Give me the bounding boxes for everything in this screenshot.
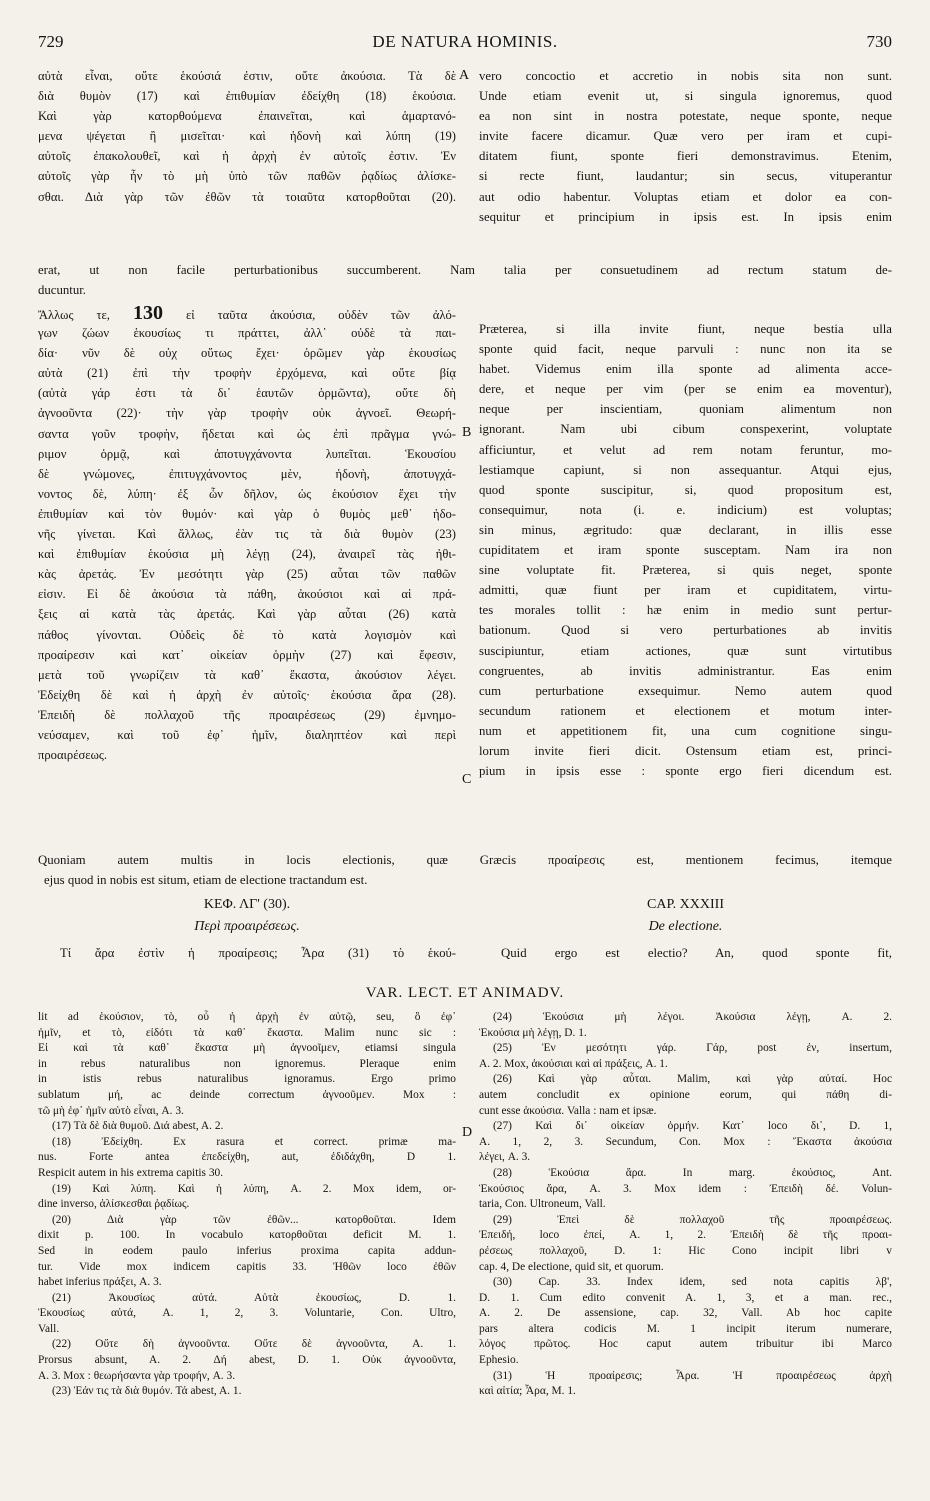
text-line: ξεις αἱ κατὰ τὰς ἀρετάς. Καὶ γὰρ αὗται (26) κατὰ [38,607,456,622]
text-line: habet. Videmus enim illa sponte ad alimenta acce- [479,362,892,377]
note-line: (29) Ἐπεὶ δὲ πολλαχοῦ τῆς προαιρέσεως. [493,1213,892,1226]
text-line: σθαι. Διὰ γὰρ τῶν ἐθῶν τὰ τοιαῦτα κατορθοῦται (20). [38,189,456,204]
column-number: 130 [132,303,163,324]
text-line: sine voluptate fit. Præterea, si quis neget, sponte [479,563,892,578]
text-line: αὐτοῖς ἐπακολουθεῖ, καὶ ἡ ἀρχὴ ἐν αὐτοῖς ἐστιν. Ἐν [38,149,456,164]
text-line: vero concoctio et accretio in nobis sita non sunt. [479,69,892,83]
note-line: A. 2. Mox, ἀκούσιαι καὶ αἱ πράξεις, A. 1. [479,1057,668,1070]
text-line: consequimur, nota (i. e. indicium) est voluptas; [479,502,892,517]
chapter-heading-latin [479,894,892,938]
text-line-start: Ἄλλως τε, [38,308,110,322]
note-line: Ἑκούσια μὴ λέγῃ, D. 1. [479,1026,587,1039]
note-line: sublatum μή, ac deinde correctum ἀγνοοῦμεν. Mox : [38,1088,456,1101]
note-line: A. 3. Mox : θεωρήσαντα γὰρ τροφήν, A. 3. [38,1369,236,1382]
text-line: πάθος γίνονται. Οὐδεὶς δὲ τὸ κατὰ λογισμὸν καὶ [38,627,456,642]
chapter-opening-latin [479,943,892,963]
text-line: ignorant. Nam ubi cibum conspexerint, voluptate [479,422,892,437]
text-line: αὐτοῖς γὰρ ἦν τὸ μὴ ὑπὸ τῶν παθῶν ῥᾳδίως ἁλίσκε- [38,169,456,184]
note-line: Sed in eodem paulo inferius proxima capita addun- [38,1244,456,1257]
note-line: (22) Οὔτε δὴ ἀγνοοῦντα. Οὔτε δὲ ἀγνοοῦντα, A. 1. [52,1338,456,1351]
text-line: αὐτὰ (21) ἐπὶ τὴν τροφὴν ἐρχόμενα, καὶ οὔτε βίᾳ [38,366,456,381]
note-line: dine inverso, ἁλίσκεσθαι ῥᾳδίως. [38,1198,190,1211]
text-line: ducuntur. [38,283,86,298]
note-line: autem concludit ex opinione eorum, qui πάθη di- [479,1088,892,1101]
note-line: (28) Ἑκούσια ἄρα. In marg. ἑκούσιος, Ant. [493,1166,892,1179]
note-line: (26) Καὶ γὰρ αὗται. Malim, καὶ γὰρ αὐταί. Hoc [493,1073,892,1086]
text-line: νοντος δὲ, λύπη· ἐξ ὧν δῆλον, ὡς ἑκούσιον ἔχει τὴν [38,486,456,501]
text-line: lorum invite fieri dicit. Ostensum etiam est, princi- [479,743,892,758]
note-line: (24) Ἑκούσια μὴ λέγοι. Ἀκούσια λέγῃ, A. 2. [493,1011,892,1023]
text-line: ejus quod in nobis est situm, etiam de electione tractandum est. [44,873,368,888]
margin-letter-c: C [462,772,472,787]
note-line: Vall. [38,1322,60,1335]
text-line: sin minus, ægritudo: quæ declarant, in illis esse [479,522,892,537]
text-line: pium in ipsis esse : sponte ergo fieri dicendum est. [479,764,892,779]
text-line: sponte quid facit, neque parvuli : nunc non ita se [479,342,892,357]
note-line: (25) Ἐν μεσότητι γάρ. Γάρ, post ἐν, insertum, [493,1042,892,1055]
text-line: erat, ut non facile perturbationibus succumberent. Nam talia per consuetudinem ad rectum statum de- [38,263,892,277]
note-line: (18) Ἐδείχθη. Ex rasura et correct. primæ ma- [52,1135,456,1148]
page-number-left: 729 [38,32,64,51]
text-line: Ἐπειδὴ δὲ πολλαχοῦ τῆς προαιρέσεως (29) ἐμνημο- [38,707,456,722]
note-line: ἡμῖν, et τὸ, εἰδότι τὰ καθ᾽ ἕκαστα. Malim nunc sic : [38,1026,456,1039]
running-header [38,32,892,58]
notes-column-left [38,1010,456,1400]
text-line: lestiamque capiunt, si non assequantur. Atqui ejus, [479,462,892,477]
text-line: κὰς ἀρετάς. Ἐν μεσότητι γὰρ (25) αὗται τῶν παθῶν [38,567,456,582]
note-line: pars altera codicis M. 1 incipit iterum numerare, [479,1322,892,1335]
note-line: Ephesio. [479,1354,519,1367]
text-line: dere, et neque per vim (per se enim ea moventur), [479,382,892,397]
text-line: secundum rationem et electionem et motum inter- [479,703,892,718]
chapter-heading-greek [38,894,456,938]
text-line: sequitur et principium in ipsis est. In ipsis enim [479,209,892,224]
greek-column-middle [38,303,456,785]
text-line: cupiditatem et iram sponte susceptam. Nam ira non [479,543,892,558]
text-line: Καὶ γὰρ κατορθούμενα ἐπαινεῖται, καὶ ἁμαρτανό- [38,109,456,124]
chapter-title-greek: ΚΕΦ. ΛΓ' (30). [203,897,291,912]
latin-column-top [479,66,892,227]
text-line: Τί ἄρα ἐστὶν ἡ προαίρεσις; Ἆρα (31) τὸ ἑκού- [60,946,456,960]
variant-readings-heading: VAR. LECT. ET ANIMADV. [365,985,565,1001]
note-line: (27) Καὶ δι᾽ οἰκείαν ὁρμήν. Κατ᾽ loco δι᾽, D. 1, [493,1120,892,1133]
note-line: in rebus naturalibus non ignoremus. Pleraque enim [38,1057,456,1070]
note-line: in istis rebus naturalibus ignoramus. Ergo primo [38,1073,456,1086]
latin-column-middle [479,319,892,781]
text-line: tes morales tollit : hæ enim in medio sunt pertur- [479,603,892,618]
text-line: προαίρεσιν καὶ κατ᾽ οἰκείαν ὁρμὴν (27) καὶ ἔφεσιν, [38,647,456,662]
note-line: lit ad ἑκούσιον, τὸ, οὗ ἡ ἀρχὴ ἐν αὐτῷ, seu, ὃ ἐφ᾽ [38,1011,456,1023]
text-line: νεύσαμεν, καὶ τοῦ ἐφ᾽ ἡμῖν, διαληπτέον καὶ περὶ [38,727,456,742]
note-line: τῶ μὴ ἐφ᾽ ἡμῖν αὐτὸ εἶναι, A. 3. [38,1104,184,1117]
text-line: afficiuntur, et velut ad rem notam feruntur, mo- [479,442,892,457]
text-line: εἰσιν. Εἰ δὲ ἀκούσια τὰ πάθη, ἀκούσιοι καὶ αἱ πρά- [38,587,456,602]
text-line: suscipiuntur, etiam actiones, quæ sunt virtutibus [479,643,892,658]
note-line: D. 1. Cum edito convenit A. 1, 3, et a man. rec., [479,1291,892,1304]
text-line: ριμον ὁρμᾷ, καὶ ἀποτυγχάνοντα λυπεῖται. Ἑκουσίου [38,446,456,461]
text-line: invite facere dicamur. Quæ vero per iram et cupi- [479,129,892,144]
full-width-text-2 [38,850,892,890]
full-width-text-1 [38,260,892,300]
text-line: μενα ψέγεται ἢ μισεῖται· καὶ ἡδονὴ καὶ λύπη (19) [38,129,456,144]
text-line [38,765,456,785]
greek-column-top [38,66,456,207]
note-line: tur. Vide mox indicem capitis 33. Ἠθῶν loco ἐθῶν [38,1260,456,1273]
chapter-title-latin: CAP. XXXIII [647,897,724,912]
text-line: διὰ θυμὸν (17) καὶ ἐπιθυμίαν ἐδείχθη (18) ἑκούσια. [38,89,456,104]
page-number-right: 730 [866,32,892,51]
margin-letter-b: B [462,425,472,440]
text-line: si recte fiunt, laudantur; sin secus, vituperantur [479,169,892,184]
note-line: Prorsus absunt, A. 2. Δή abest, D. 1. Οὐκ ἀγνοοῦντα, [38,1354,456,1367]
note-line: A. 2. De assensione, cap. 32, Vall. Ab hoc capite [479,1307,892,1320]
note-line: (23) Ἐάν τις τὰ διὰ θυμόν. Τά abest, A. 1. [52,1385,242,1398]
text-line: νῆς γίνεται. Καὶ ἄλλως, ἐὰν τις τὰ διὰ θυμὸν (23) [38,527,456,542]
text-line: Præterea, si illa invite fiunt, neque bestia ulla [479,322,892,336]
text-line: αὐτὰ εἶναι, οὔτε ἑκούσιά ἐστιν, οὔτε ἀκούσια. Τὰ δὲ [38,69,456,83]
text-line-rest: εἰ ταῦτα ἀκούσια, οὐδὲν τῶν ἀλό- [185,308,456,322]
note-line: (19) Καὶ λύπη. Καὶ ἡ λύπη, A. 2. Mox idem, or- [52,1182,456,1195]
margin-letter-d: D [462,1125,473,1140]
note-line: Ἐπειδή, loco ἐπεί, A. 1, 2. Ἐπειδὴ δὲ τῆς προαι- [479,1229,892,1242]
text-line: Unde etiam evenit ut, si singula ignoremus, quod [479,89,892,104]
note-line: λέγει, A. 3. [479,1151,531,1164]
notes-column-right [479,1010,892,1400]
text-line: admitti, quæ fiunt per iram et cupiditatem, virtu- [479,583,892,598]
text-line: καὶ ἐπιθυμίαν ἑκούσια μὴ λέγῃ (24), ἀναιρεῖ τὰς ἠθι- [38,547,456,562]
note-line: nus. Forte antea ἐπεδείχθη, aut, ἐδιδάχθη, D 1. [38,1151,456,1164]
text-line: ea non sint in nostra potestate, neque sponte, neque [479,109,892,124]
text-line: ἐπιθυμίαν καὶ τὸν θυμόν· καὶ γὰρ ὁ θυμὸς μεθ᾽ ἡδο- [38,506,456,521]
text-line: προαιρέσεως. [38,748,108,763]
note-line: (31) Ἡ προαίρεσις; Ἆρα. Ἡ προαιρέσεως ἀρχὴ [493,1369,892,1382]
note-line: habet inferius πράξει, A. 3. [38,1276,162,1289]
note-line: λόγος πρῶτος. Hoc caput autem tribuitur ibi Marco [479,1338,892,1351]
text-line: neque per inscientiam, quoniam alimentum non [479,402,892,417]
note-line: Εἰ καὶ τὰ καθ᾽ ἕκαστα μὴ ἀγνοοῖμεν, etiamsi singula [38,1042,456,1055]
text-line: quod sponte suscipitur, si, quod propositum est, [479,482,892,497]
text-line: γων ζώων ἑκουσίως τι πράττει, ἀλλ᾽ οὐδὲ τὰ παι- [38,326,456,341]
note-line: dixit p. 100. In vocabulo κατορθοῦται deficit M. 1. [38,1229,456,1242]
text-line: num et appetitionem fit, una cum cognitione singu- [479,723,892,738]
note-line: Ἑκουσίως αὐτά, A. 1, 2, 3. Voluntarie, Con. Ultro, [38,1307,456,1320]
note-line: ρέσεως πολλαχοῦ, D. 1: Hic Cono incipit libri v [479,1244,892,1257]
running-title: DE NATURA HOMINIS. [372,32,558,51]
note-line: (21) Ἀκουσίως αὐτά. Αὐτὰ ἑκουσίως, D. 1. [52,1291,456,1304]
text-line: aut odio habentur. Voluptas etiam et dolor ea con- [479,189,892,204]
note-line: cunt esse ἀκούσια. Valla : nam et ipsæ. [479,1104,657,1117]
note-line: (30) Cap. 33. Index idem, sed nota capitis λβ', [493,1276,892,1289]
note-line: Ἑκούσιος ἄρα, A. 3. Mox idem : Ἐπειδὴ δέ. Volun- [479,1182,892,1195]
note-line: (20) Διὰ γὰρ τῶν ἐθῶν... κατορθοῦται. Idem [52,1213,456,1226]
note-line: (17) Τὰ δὲ διὰ θυμοῦ. Διά abest, A. 2. [52,1120,224,1133]
text-line: μετὰ τοῦ γνωρίζειν τὰ καθ᾽ ἕκαστα, ἀκούσιον λέγει. [38,667,456,682]
text-line: ditatem fiunt, sponte fieri demonstravimus. Etenim, [479,149,892,164]
text-line: congruentes, ab invitis administrantur. Eas enim [479,663,892,678]
text-line: Quid ergo est electio? An, quod sponte fit, [501,946,892,960]
text-line: cum perturbatione exsequimur. Nemo autem quod [479,683,892,698]
text-line: (αὐτὰ γάρ ἐστι τὰ δι᾽ ἑαυτῶν ὁρμῶντα), οὔτε δὴ [38,386,456,401]
text-line: σαντα γοῦν τροφὴν, ἥδεται καὶ ὡς ἐπὶ πρᾶγμα γνώ- [38,426,456,441]
chapter-subtitle-greek: Περὶ προαιρέσεως. [194,919,300,934]
text-line: δία· νῦν δὲ οὐχ οὕτως ἔχει· ὁρῶμεν γὰρ ἑκουσίως [38,346,456,361]
note-line: cap. 4, De electione, quid sit, et quorum. [479,1260,664,1273]
text-line [38,303,456,323]
note-line: taria, Con. Ultroneum, Vall. [479,1198,606,1211]
chapter-opening-greek [38,943,456,963]
note-line: καὶ αἰτία; Ἆρα, M. 1. [479,1385,576,1398]
text-line: δὲ γνώμονες, ἐπιτυγχάνοντος μὲν, ἡδονὴ, ἀποτυγχά- [38,466,456,481]
text-line: ἀγνοοῦντα (22)· τὴν γὰρ τροφὴν οὐκ ἀγνοεῖ. Θεωρή- [38,406,456,421]
note-line: Respicit autem in his extrema capitis 30. [38,1166,224,1179]
text-line: Ἐδείχθη δὲ καὶ ἡ ἀρχὴ ἐν αὐτοῖς· ἑκούσια ἄρα (28). [38,687,456,702]
text-line: bationum. Quod si vero perturbationes ab invitis [479,623,892,638]
chapter-subtitle-latin: De electione. [648,919,723,934]
text-line: Quoniam autem multis in locis electionis, quæ Græcis προαίρεσις est, mentionem fecimus, itemque [38,853,892,867]
margin-letter-a: A [459,68,470,83]
note-line: A. 1, 2, 3. Secundum, Con. Mox : Ἕκαστα ἀκούσια [479,1135,892,1148]
